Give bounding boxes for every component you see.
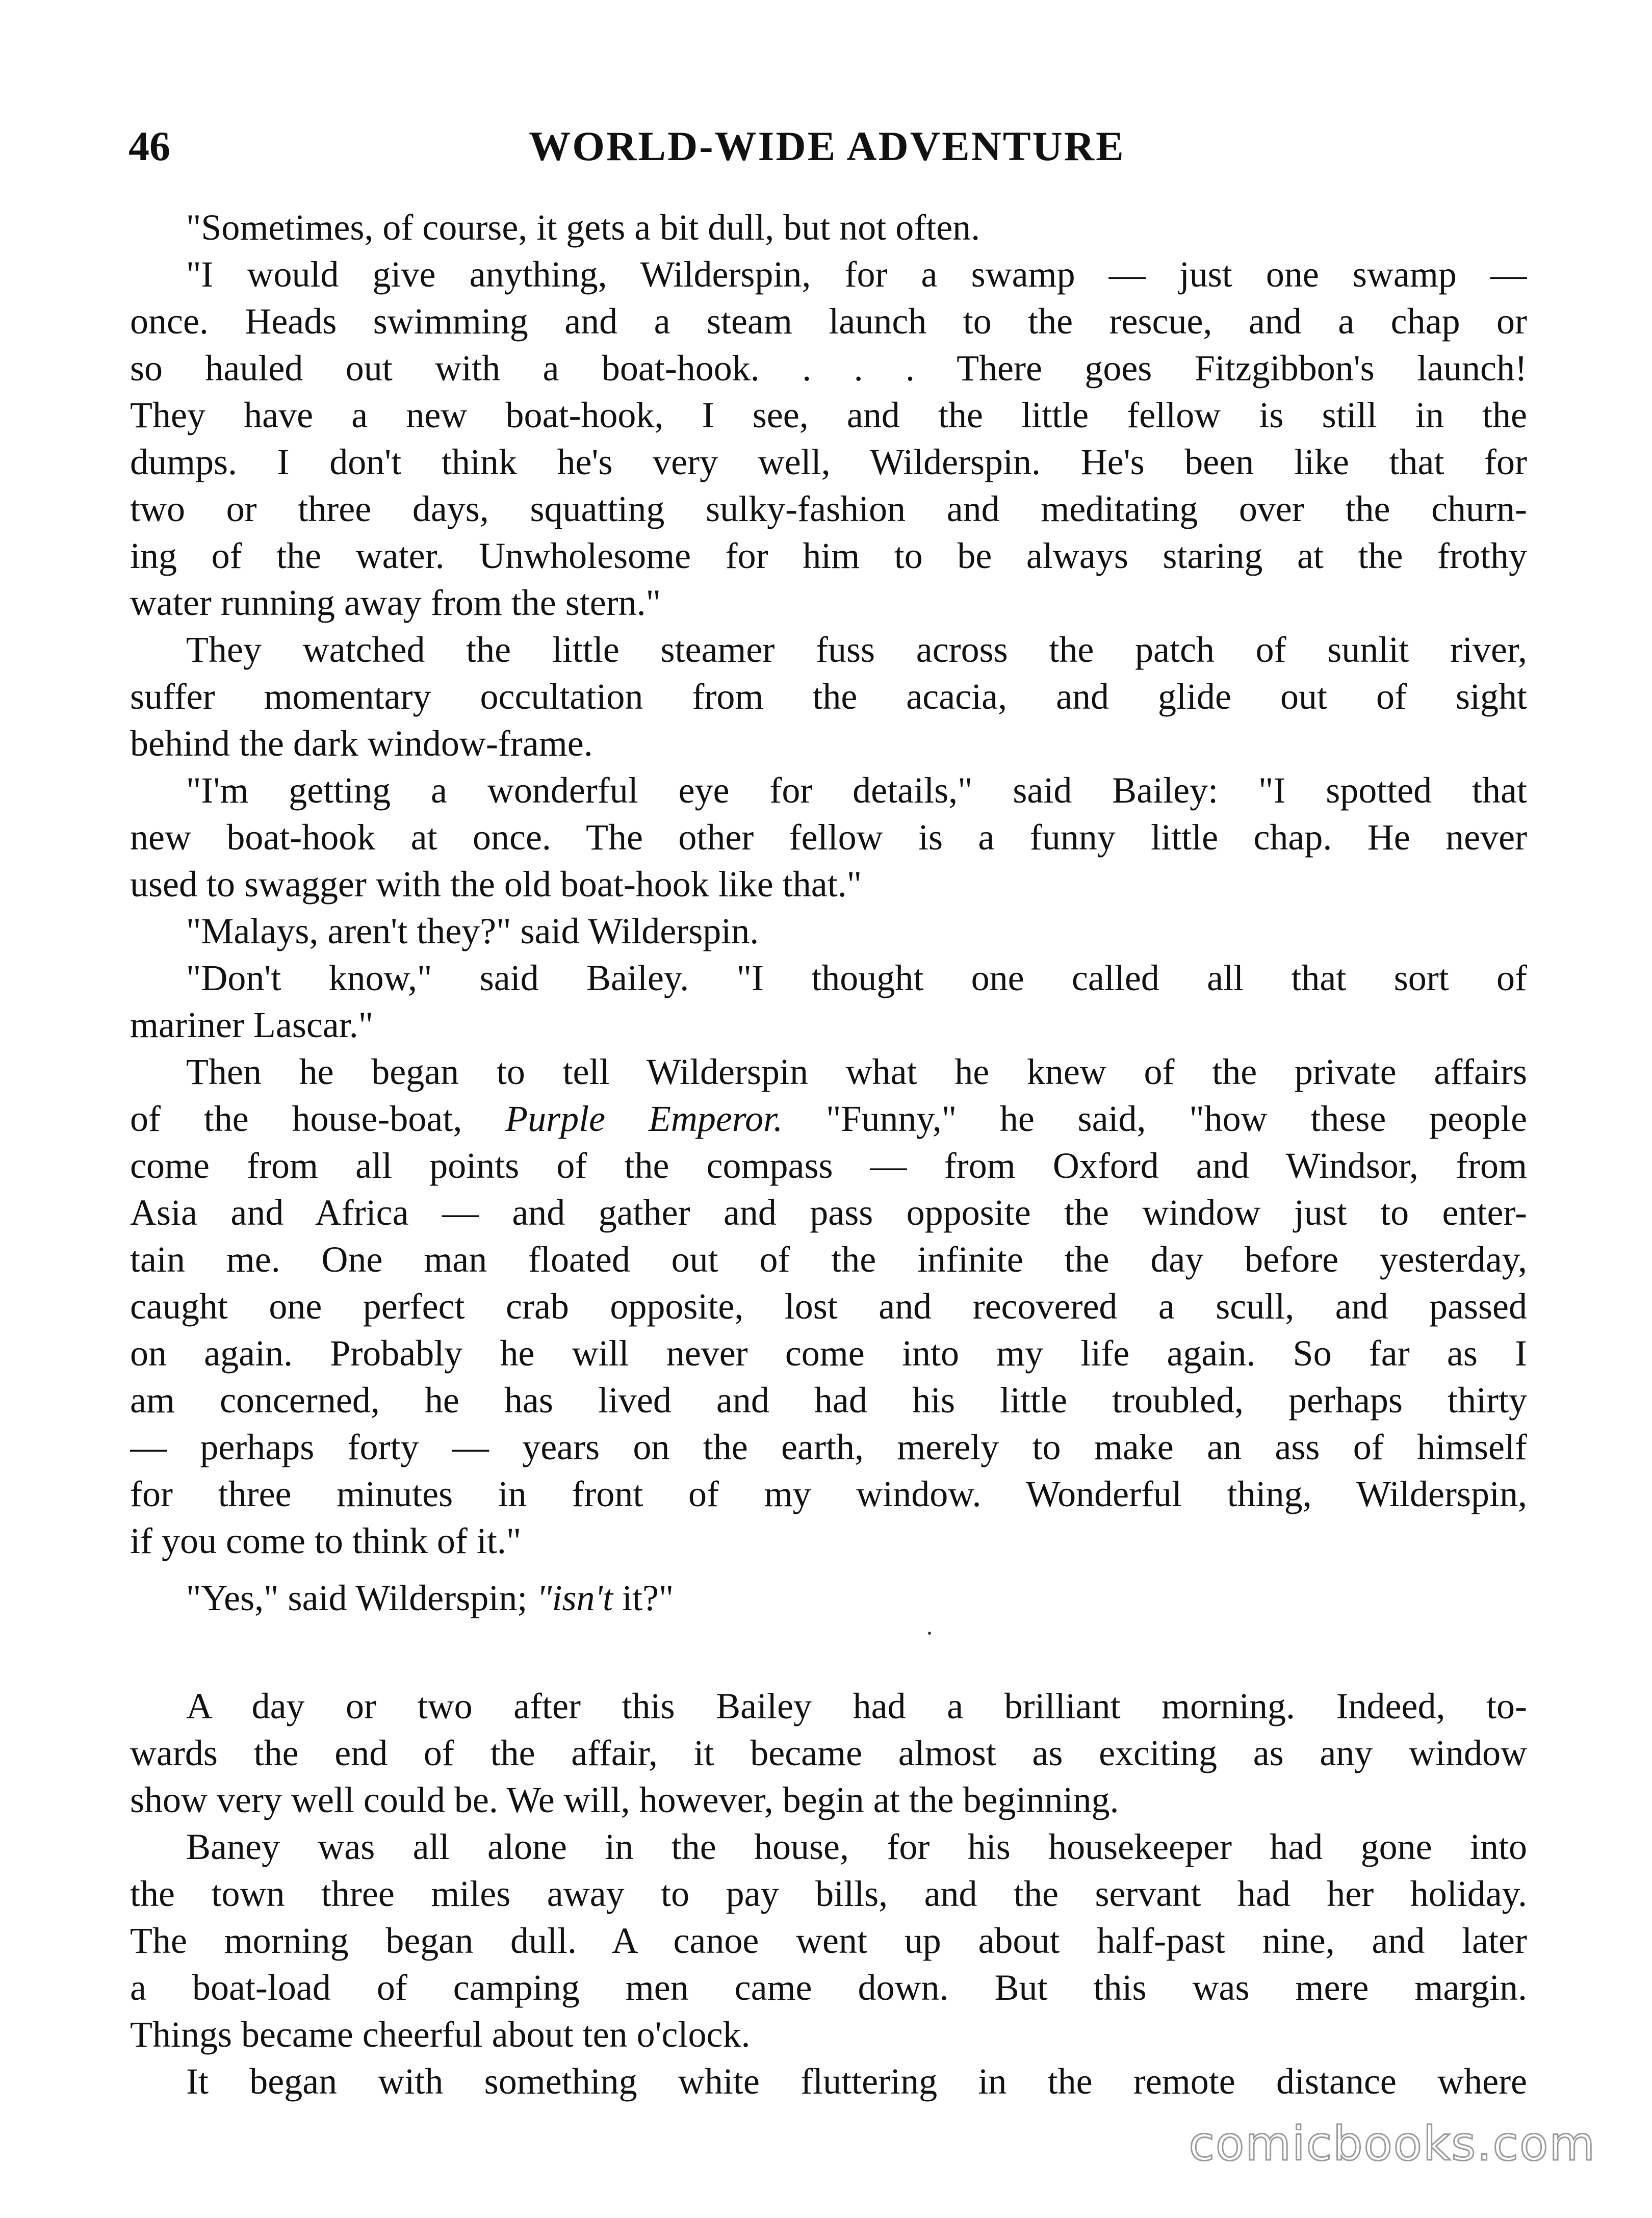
text-line: "Don't know," said Bailey. "I thought one called all that sort of — [186, 958, 1527, 998]
body-text — [130, 204, 1527, 2105]
text-line: wards the end of the affair, it became almost as exciting as any window — [130, 1733, 1527, 1773]
text-line: suffer momentary occultation from the acacia, and glide out of sight — [130, 676, 1527, 717]
text-line: The morning began dull. A canoe went up about half-past nine, and later — [130, 1920, 1527, 1961]
text-line — [130, 1095, 1527, 1142]
text-line — [130, 1575, 1527, 1621]
text-line: "I would give anything, Wilderspin, for a swamp — just one swamp — — [186, 254, 1527, 295]
text-line: so hauled out with a boat-hook. . . . There goes Fitzgibbon's launch! — [130, 348, 1527, 389]
text-line: They watched the little steamer fuss across the patch of sunlit river, — [186, 629, 1527, 670]
text-line: A day or two after this Bailey had a brilliant morning. Indeed, to- — [186, 1686, 1527, 1726]
text-line: on again. Probably he will never come into my life again. So far as I — [130, 1333, 1527, 1374]
text-line: if you come to think of it." — [130, 1520, 522, 1561]
text-line: come from all points of the compass — from Oxford and Windsor, from — [130, 1145, 1527, 1186]
line-spacer — [130, 1564, 1527, 1575]
text-line: "Sometimes, of course, it gets a bit dull, but not often. — [186, 207, 980, 248]
text-line: It began with something white fluttering in the remote distance where — [186, 2061, 1527, 2102]
section-break — [130, 1621, 1527, 1683]
page-header — [128, 118, 1526, 174]
running-title: WORLD-WIDE ADVENTURE — [529, 123, 1125, 169]
text-line: show very well could be. We will, however, begin at the beginning. — [130, 1779, 1119, 1820]
text-line: the town three miles away to pay bills, and the servant had her holiday. — [130, 1873, 1527, 1914]
text-line: Baney was all alone in the house, for his housekeeper had gone into — [186, 1826, 1527, 1867]
text-fragment: "Funny," he said, "how these people — [825, 1098, 1527, 1139]
text-line: They have a new boat-hook, I see, and the little fellow is still in the — [130, 395, 1527, 435]
text-line: Then he began to tell Wilderspin what he knew of the private affairs — [186, 1051, 1527, 1092]
text-line: new boat-hook at once. The other fellow is a funny little chap. He never — [130, 817, 1527, 858]
text-line: once. Heads swimming and a steam launch to the rescue, and a chap or — [130, 301, 1527, 342]
text-line: am concerned, he has lived and had his little troubled, perhaps thirty — [130, 1380, 1527, 1421]
boat-name: Purple Emperor. — [505, 1098, 783, 1139]
section-break-dot — [928, 1632, 931, 1635]
text-line: two or three days, squatting sulky-fashion and meditating over the churn- — [130, 488, 1527, 529]
text-line: a boat-load of camping men came down. But this was mere margin. — [130, 1967, 1527, 2008]
page-number: 46 — [128, 123, 170, 169]
text-fragment: of the house-boat, — [130, 1098, 462, 1139]
emphasis-word: "isn't — [536, 1578, 613, 1618]
text-line: "Malays, aren't they?" said Wilderspin. — [186, 911, 759, 951]
text-line: mariner Lascar." — [130, 1004, 374, 1045]
text-line: ing of the water. Unwholesome for him to be always staring at the frothy — [130, 535, 1527, 576]
text-line: — perhaps forty — years on the earth, merely to make an ass of himself — [130, 1427, 1527, 1467]
text-line: for three minutes in front of my window. Wonderful thing, Wilderspin, — [130, 1474, 1527, 1514]
text-line: Things became cheerful about ten o'clock. — [130, 2014, 751, 2055]
text-line: "I'm getting a wonderful eye for details," said Bailey: "I spotted that — [186, 770, 1527, 811]
text-line: tain me. One man floated out of the infinite the day before yesterday, — [130, 1239, 1527, 1280]
text-fragment: it?" — [622, 1578, 674, 1618]
site-watermark: comicbooks.com — [1189, 2117, 1596, 2171]
text-line: water running away from the stern." — [130, 582, 661, 623]
text-line: dumps. I don't think he's very well, Wilderspin. He's been like that for — [130, 442, 1527, 482]
text-line: behind the dark window-frame. — [130, 723, 593, 764]
text-line: caught one perfect crab opposite, lost and recovered a scull, and passed — [130, 1286, 1527, 1327]
text-line: Asia and Africa — and gather and pass opposite the window just to enter- — [130, 1192, 1527, 1233]
text-line: used to swagger with the old boat-hook like that." — [130, 864, 862, 905]
text-fragment: "Yes," said Wilderspin; — [186, 1578, 528, 1618]
